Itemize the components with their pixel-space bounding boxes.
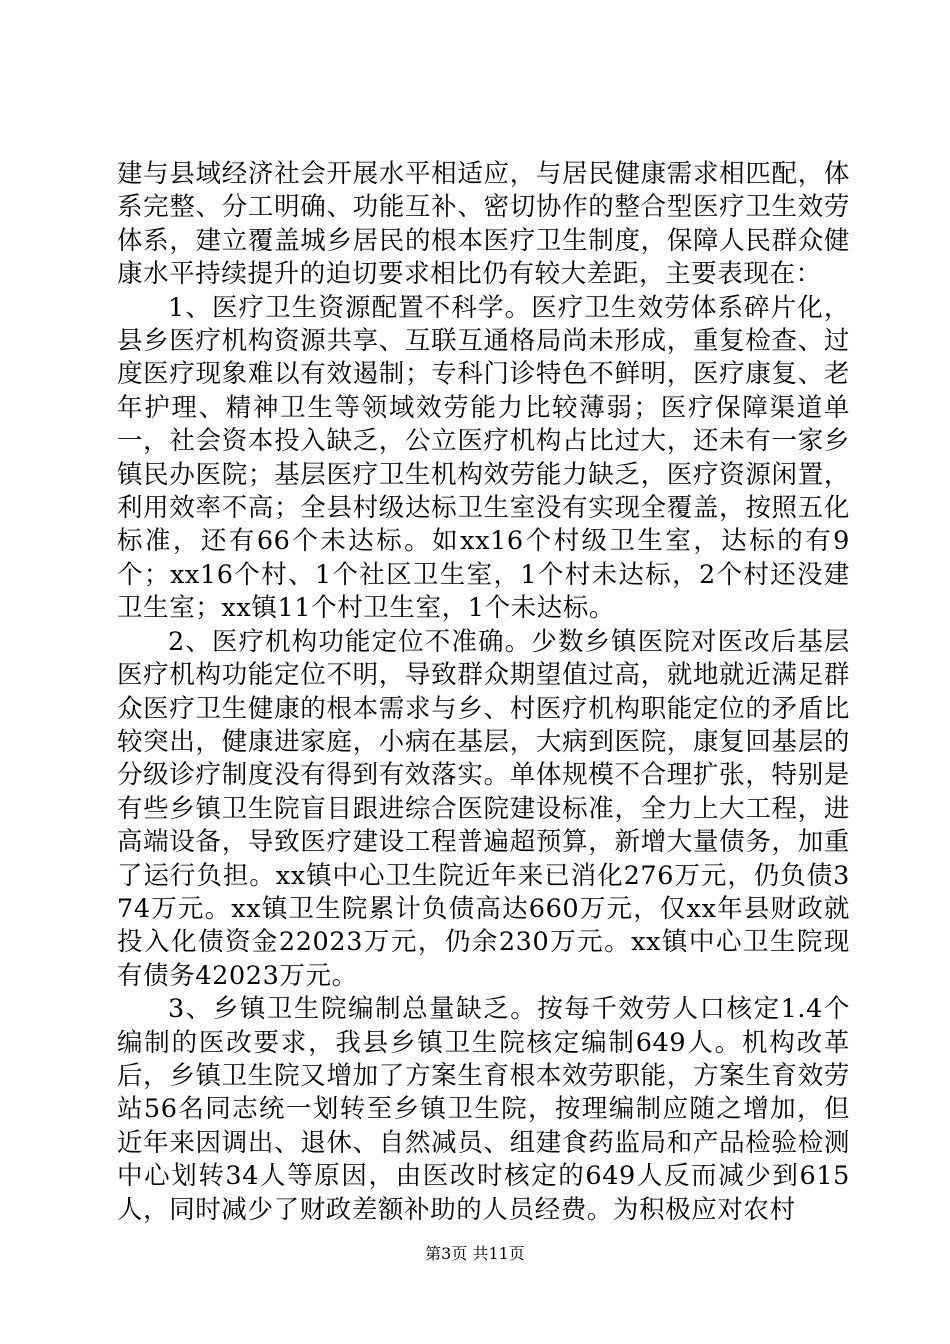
paragraph-intro: 建与县域经济社会开展水平相适应，与居民健康需求相匹配，体系完整、分工明确、功能互补、密切协作的整合型医疗卫生效劳体系，建立覆盖城乡居民的根本医疗卫生制度，保障人民群众健康水平持续提升的迫切要求相比仍有较大差距，主要表现在： (117, 159, 850, 290)
document-body (117, 158, 850, 1227)
page-number-footer: 第3页 共11页 (425, 1244, 525, 1263)
paragraph-item-2: 2、医疗机构功能定位不准确。少数乡镇医院对医改后基层医疗机构功能定位不明，导致群众期望值过高，就地就近满足群众医疗卫生健康的根本需求与乡、村医疗机构职能定位的矛盾比较突出，健康进家庭，小病在基层，大病到医院，康复回基层的分级诊疗制度没有得到有效落实。单体规模不合理扩张，特别是有些乡镇卫生院盲目跟进综合医院建设标准，全力上大工程，进高端设备，导致医疗建设工程普遍超预算，新增大量债务，加重了运行负担。xx镇中心卫生院近年来已消化276万元，仍负债374万元。xx镇卫生院累计负债高达660万元，仅xx年县财政就投入化债资金22023万元，仍余230万元。xx镇中心卫生院现有债务42023万元。 (117, 626, 850, 991)
paragraph-item-3: 3、乡镇卫生院编制总量缺乏。按每千效劳人口核定1.4个编制的医改要求，我县乡镇卫生院核定编制649人。机构改革后，乡镇卫生院又增加了方案生育根本效劳职能，方案生育效劳站56名同志统一划转至乡镇卫生院，按理编制应随之增加，但近年来因调出、退休、自然减员、组建食药监局和产品检验检测中心划转34人等原因，由医改时核定的649人反而减少到615人，同时减少了财政差额补助的人员经费。为积极应对农村 (117, 994, 850, 1225)
paragraph-item-1: 1、医疗卫生资源配置不科学。医疗卫生效劳体系碎片化，县乡医疗机构资源共享、互联互通格局尚未形成，重复检查、过度医疗现象难以有效遏制；专科门诊特色不鲜明，医疗康复、老年护理、精神卫生等领域效劳能力比较薄弱；医疗保障渠道单一，社会资本投入缺乏，公立医疗机构占比过大，还未有一家乡镇民办医院；基层医疗卫生机构效劳能力缺乏，医疗资源闲置，利用效率不高；全县村级达标卫生室没有实现全覆盖，按照五化标准，还有66个未达标。如xx16个村级卫生室，达标的有9个；xx16个村、1个社区卫生室，1个村未达标，2个村还没建卫生室；xx镇11个村卫生室，1个未达标。 (117, 292, 850, 624)
